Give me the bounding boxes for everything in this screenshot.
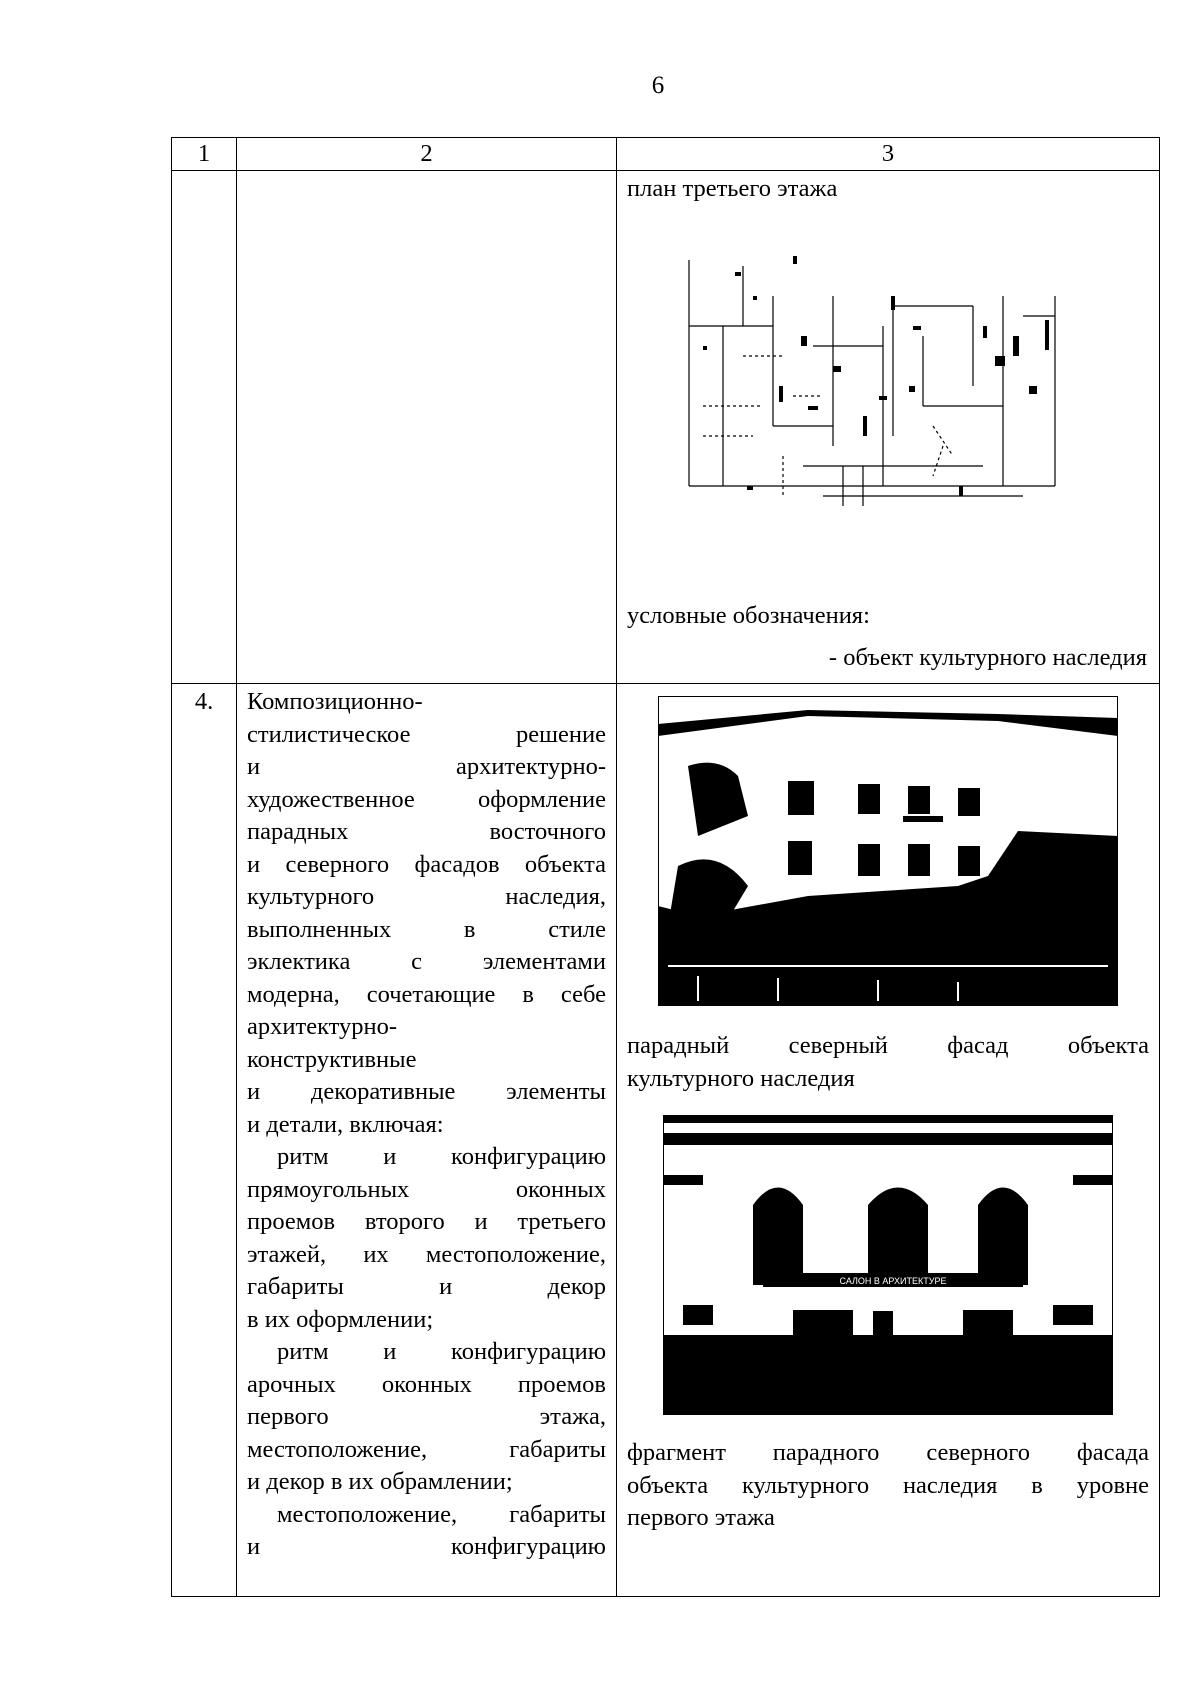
fragment-caption-line-2: объекта культурного наследия в уровне (627, 1471, 1149, 1499)
description-line: и северного фасадов объекта (247, 850, 606, 878)
description-line: габариты и декор (247, 1273, 606, 1300)
fragment-caption-line-3: первого этажа (627, 1504, 775, 1531)
description-empty (237, 171, 617, 684)
floor-plan-drawing (683, 236, 1063, 556)
description-line: проемов второго и третьего (247, 1208, 606, 1235)
description-line: и детали, включая: (247, 1110, 444, 1138)
description-line: Композиционно- (247, 688, 423, 715)
description-line: эклектика с элементами (247, 948, 606, 975)
description-line: местоположение, габариты (277, 1500, 606, 1528)
legend-item-heritage-object: - объект культурного наследия (828, 644, 1147, 671)
description-line: ритм и конфигурацию (277, 1338, 606, 1365)
description-line: архитектурно- (247, 1013, 398, 1040)
description-line: первого этажа, (247, 1403, 606, 1430)
fragment-caption-line-1: фрагмент парадного северного фасада (627, 1439, 1149, 1466)
description-line: культурного наследия, (247, 883, 606, 910)
third-floor-plan (627, 206, 1149, 606)
description-line: и декор в их обрамлении; (247, 1468, 513, 1495)
table-row-plan (172, 171, 1160, 684)
row-number: 4. (172, 684, 237, 1597)
north-facade-photo (658, 696, 1118, 1006)
description-line: ритм и конфигурацию (277, 1143, 606, 1170)
description-line: этажей, их местоположение, (247, 1240, 606, 1268)
description-line: выполненных в стиле (247, 915, 606, 943)
photos-cell (617, 684, 1160, 1597)
description-line: местоположение, габариты (247, 1435, 606, 1463)
heritage-object-table (171, 137, 1160, 1597)
column-header-3: 3 (617, 138, 1160, 171)
north-facade-caption-line-2: культурного наследия (627, 1064, 855, 1092)
description-line: стилистическое решение (247, 720, 606, 748)
storefront-sign-text: САЛОН В АРХИТЕКТУРЕ (839, 1276, 947, 1286)
row-number-empty (172, 171, 237, 684)
first-floor-fragment-photo (663, 1115, 1113, 1415)
description-text (247, 686, 606, 1564)
page-number: 6 (651, 72, 665, 99)
description-line: и архитектурно- (247, 753, 606, 780)
legend-title: условные обозначения: (627, 601, 870, 629)
description-line: арочных оконных проемов (247, 1370, 606, 1398)
table-header-row (172, 138, 1160, 171)
description-line: конструктивные (247, 1045, 417, 1073)
column-header-2: 2 (237, 138, 617, 171)
plan-caption: план третьего этажа (627, 175, 838, 202)
description-line: прямоугольных оконных (247, 1175, 606, 1203)
description-line: модерна, сочетающие в себе (247, 980, 606, 1008)
description-line: и конфигурацию (247, 1533, 606, 1560)
description-cell (237, 684, 617, 1597)
description-line: парадных восточного (247, 818, 606, 845)
column-header-1: 1 (172, 138, 237, 171)
description-line: художественное оформление (247, 785, 606, 813)
description-line: в их оформлении; (247, 1305, 434, 1333)
plan-cell (617, 171, 1160, 684)
description-line: и декоративные элементы (247, 1078, 606, 1105)
north-facade-caption-line-1: парадный северный фасад объекта (627, 1032, 1149, 1059)
table-row-4 (172, 684, 1160, 1597)
